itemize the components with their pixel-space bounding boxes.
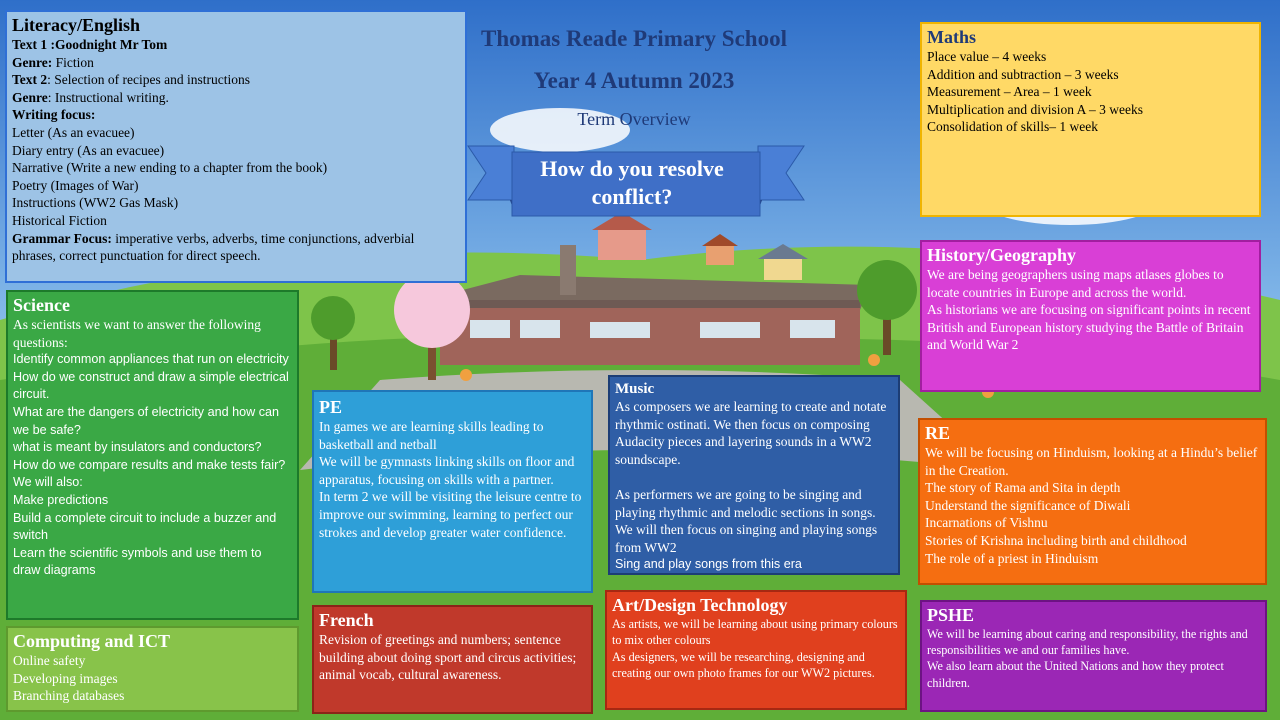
- big-question: [512, 155, 752, 211]
- science-intro: As scientists we want to answer the following questions:: [13, 317, 261, 350]
- music-spacer: [615, 468, 893, 486]
- pshe-panel: [920, 600, 1267, 712]
- school-name: Thomas Reade Primary School: [480, 26, 787, 51]
- science-questions: [13, 351, 292, 580]
- list-item: Consolidation of skills– 1 week: [927, 119, 1098, 135]
- science-panel: [6, 290, 299, 620]
- re-title: RE: [925, 423, 951, 443]
- pe-title: PE: [319, 397, 343, 417]
- history-geography-panel: [920, 240, 1261, 392]
- list-item: We will be focusing on Hinduism, looking at a Hindu’s belief in the Creation.: [925, 445, 1258, 478]
- list-item: In games we are learning skills leading to basketball and netball: [319, 419, 544, 452]
- list-item: Place value – 4 weeks: [927, 49, 1047, 64]
- list-item: Poetry (Images of War): [12, 177, 139, 193]
- science-title: Science: [13, 295, 70, 315]
- maths-title: Maths: [927, 27, 976, 47]
- list-item: Branching databases: [13, 688, 125, 704]
- list-item: Narrative (Write a new ending to a chapter from the book): [12, 160, 328, 176]
- writing-focus-label: Writing focus:: [12, 107, 96, 123]
- list-item: Addition and subtraction – 3 weeks: [927, 66, 1119, 82]
- re-panel: [918, 418, 1267, 585]
- art-designers: As designers, we will be researching, designing and creating our own photo frames for our WW2 pictures.: [612, 649, 875, 681]
- list-item: How do we compare results and make tests fair?: [13, 457, 286, 472]
- maths-panel: [920, 22, 1261, 217]
- re-list: [925, 444, 1260, 567]
- french-panel: [312, 605, 593, 714]
- year-term-title: Year 4 Autumn 2023: [533, 68, 735, 93]
- text-2: Text 2: Selection of recipes and instructions: [12, 72, 250, 88]
- history-geographers: We are being geographers using maps atlases globes to locate countries in Europe and across the world.: [927, 267, 1224, 300]
- writing-focus-list: [12, 124, 460, 230]
- pshe-title: PSHE: [927, 605, 975, 625]
- music-performers: As performers we are going to be singing and playing rhythmic and melodic sections in songs. We will then focus on singing and playing songs from WW2: [615, 486, 878, 555]
- big-question-line-1: How do you resolve: [540, 156, 724, 181]
- french-title: French: [319, 610, 374, 630]
- music-title: Music: [615, 381, 655, 397]
- list-item: The role of a priest in Hinduism: [925, 550, 1099, 566]
- text-1: Text 1 :Goodnight Mr Tom: [12, 37, 168, 52]
- list-item: Incarnations of Vishnu: [925, 515, 1048, 531]
- big-question-line-2: conflict?: [591, 184, 673, 209]
- list-item: Developing images: [13, 670, 118, 686]
- art-dt-panel: [605, 590, 907, 710]
- list-item: Diary entry (As an evacuee): [12, 142, 165, 158]
- term-overview-label: Term Overview: [577, 109, 691, 129]
- list-item: Learn the scientific symbols and use them to draw diagrams: [13, 545, 262, 578]
- list-item: Online safety: [13, 653, 86, 668]
- list-item: Instructions (WW2 Gas Mask): [12, 195, 179, 211]
- pshe-un: We also learn about the United Nations and how they protect children.: [927, 659, 1224, 690]
- list-item: Multiplication and division A – 3 weeks: [927, 101, 1143, 117]
- music-sing-play: Sing and play songs from this era: [615, 557, 802, 572]
- list-item: How do we construct and draw a simple electrical circuit.: [13, 369, 289, 402]
- grammar-focus: Grammar Focus: imperative verbs, adverbs, time conjunctions, adverbial phrases, correct punctuation for direct speech.: [12, 230, 415, 264]
- pe-panel: [312, 390, 593, 593]
- computing-panel: [6, 626, 299, 712]
- literacy-title: Literacy/English: [12, 15, 141, 35]
- list-item: Identify common appliances that run on electricity: [13, 352, 289, 367]
- music-composers: As composers we are learning to create and notate rhythmic ostinati. We then focus on composing Audacity pieces and layering sounds in a WW2 soundscape.: [615, 399, 887, 467]
- list-item: what is meant by insulators and conductors?: [13, 440, 262, 455]
- list-item: Stories of Krishna including birth and childhood: [925, 532, 1187, 548]
- art-artists: As artists, we will be learning about using primary colours to mix other colours: [612, 617, 898, 648]
- list-item: Measurement – Area – 1 week: [927, 84, 1092, 100]
- list-item: Understand the significance of Diwali: [925, 497, 1131, 513]
- french-text: Revision of greetings and numbers; sentence building about doing sport and circus activities; animal vocab, cultural awareness.: [319, 632, 577, 683]
- list-item: We will also:: [13, 475, 83, 490]
- list-item: The story of Rama and Sita in depth: [925, 480, 1121, 496]
- music-panel: [608, 375, 900, 575]
- history-historians: As historians we are focusing on significant points in recent British and European history studying the Battle of Britain and World War 2: [927, 302, 1251, 353]
- pshe-caring: We will be learning about caring and responsibility, the rights and responsibilities we and our families have.: [927, 627, 1248, 658]
- pe-list: [319, 418, 586, 541]
- list-item: Make predictions: [13, 492, 109, 507]
- list-item: In term 2 we will be visiting the leisure centre to improve our swimming, learning to perfect our strokes and develop greater water confidence.: [319, 489, 582, 540]
- list-item: Historical Fiction: [12, 212, 107, 228]
- list-item: What are the dangers of electricity and how can we be safe?: [13, 404, 280, 437]
- genre-2: Genre: Instructional writing.: [12, 89, 169, 105]
- literacy-panel: [5, 10, 467, 283]
- computing-title: Computing and ICT: [13, 631, 171, 651]
- list-item: Letter (As an evacuee): [12, 124, 135, 140]
- history-geography-title: History/Geography: [927, 245, 1076, 265]
- computing-list: [13, 652, 292, 705]
- genre-1: Genre: Fiction: [12, 54, 94, 70]
- maths-list: [927, 48, 1254, 136]
- list-item: We will be gymnasts linking skills on floor and apparatus, focusing on skills with a partner.: [319, 454, 575, 487]
- art-dt-title: Art/Design Technology: [612, 595, 788, 615]
- list-item: Build a complete circuit to include a buzzer and switch: [13, 510, 277, 543]
